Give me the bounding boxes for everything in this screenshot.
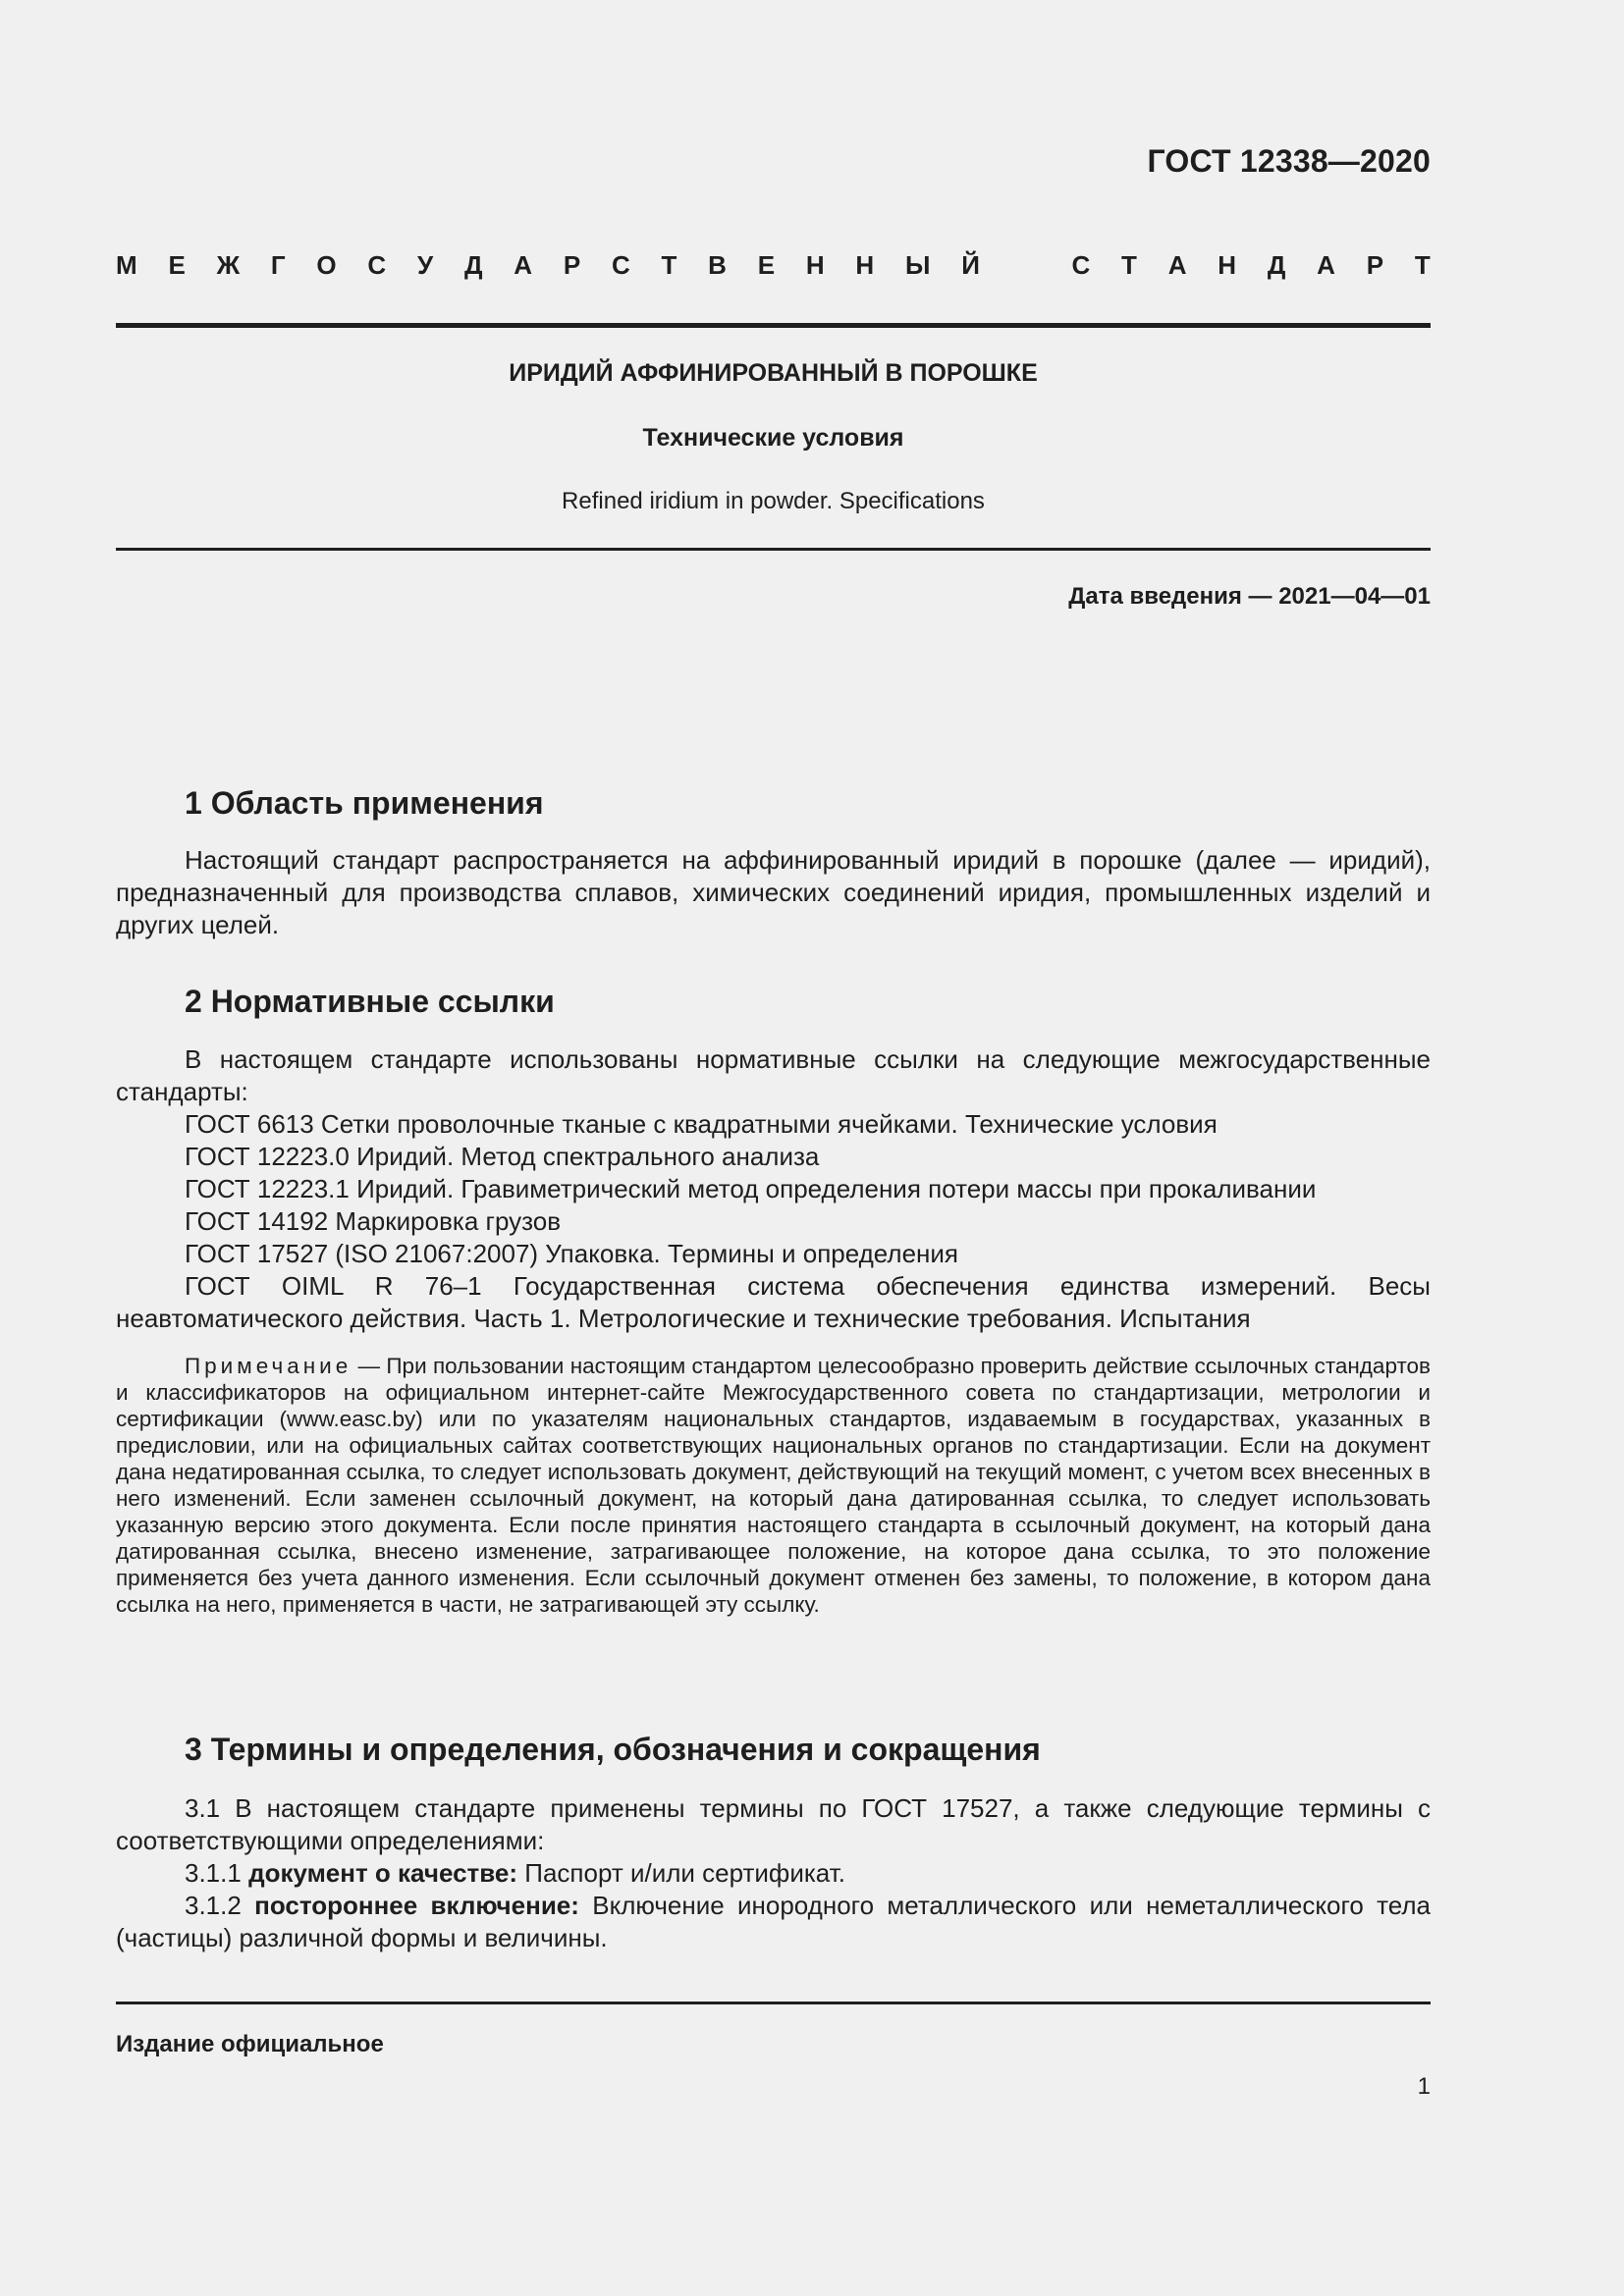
banner-letter: М [116, 250, 137, 280]
banner-letter: С [1071, 250, 1091, 280]
banner-letter: Р [1366, 250, 1384, 280]
banner-letter: Д [463, 250, 483, 280]
banner-letter: Р [563, 250, 581, 280]
page-number: 1 [1417, 2073, 1431, 2100]
banner-letter: Т [1121, 250, 1137, 280]
banner-letter: С [367, 250, 387, 280]
definition-item [116, 1890, 1431, 1954]
definition-text: Включение инородного металлического или неметаллического тела (частицы) различной формы и величины. [116, 1891, 1431, 1952]
banner-letter: С [611, 250, 630, 280]
title-rule [116, 548, 1431, 551]
banner-letter: А [1317, 250, 1335, 280]
document-subtitle: Технические условия [642, 424, 904, 452]
banner-letter: Ж [216, 250, 241, 280]
references-note [116, 1353, 1431, 1618]
banner-letter: Н [855, 250, 875, 280]
document-title: ИРИДИЙ АФФИНИРОВАННЫЙ В ПОРОШКЕ [509, 359, 1038, 387]
banner-letter: Н [1218, 250, 1237, 280]
introduction-date: Дата введения — 2021—04—01 [1068, 583, 1431, 610]
banner-gap [1011, 250, 1041, 281]
banner-letter: Ы [904, 250, 931, 280]
reference-item: ГОСТ OIML R 76–1 Государственная система обеспечения единства измерений. Весы неавтоматического действия. Часть 1. Метрологические и технические требования. Испытания [116, 1271, 1431, 1333]
reference-item: ГОСТ 14192 Маркировка грузов [185, 1206, 562, 1236]
banner-letter: Й [961, 250, 980, 280]
definition-number: 3.1.1 [185, 1858, 249, 1888]
definition-text: Паспорт и/или сертификат. [517, 1858, 845, 1888]
banner-letter: Д [1267, 250, 1286, 280]
standard-type-banner [116, 250, 1431, 281]
section-3-intro: 3.1 В настоящем стандарте применены термины по ГОСТ 17527, а также следующие термины с соответствующими определениями: [116, 1793, 1431, 1855]
normative-references-list [116, 1108, 1431, 1335]
section-1-text: Настоящий стандарт распространяется на аффинированный иридий в порошке (далее — иридий), предназначенный для производства сплавов, химических соединений иридия, промышленных изделий и других целей. [116, 845, 1431, 939]
section-2-intro: В настоящем стандарте использованы нормативные ссылки на следующие межгосударственные стандарты: [116, 1044, 1431, 1106]
reference-item: ГОСТ 6613 Сетки проволочные тканые с квадратными ячейками. Технические условия [185, 1109, 1218, 1139]
note-text: — При пользовании настоящим стандартом целесообразно проверить действие ссылочных стандартов и классификаторов на официальном интернет-сайте Межгосударственного совета по стандартизации, метрологии и сертификации (www.easc.by) или по указателям национальных стандартов, издаваемым в государствах, указанных в предисловии, или на официальных сайтах соответствующих национальных органов по стандартизации. Если на документ дана недатированная ссылка, то следует использовать документ, действующий на текущий момент, с учетом всех внесенных в него изменений. Если заменен ссылочный документ, на который дана датированная ссылка, то следует использовать указанную версию этого документа. Если после принятия настоящего стандарта в ссылочный документ, на который дана датированная ссылка, внесено изменение, затрагивающее положение, на которое дана ссылка, то это положение применяется без учета данного изменения. Если ссылочный документ отменен без замены, то положение, в котором дана ссылка на него, применяется в части, не затрагивающей эту ссылку. [116, 1354, 1431, 1617]
banner-letter: У [416, 250, 434, 280]
banner-letter: Г [270, 250, 286, 280]
reference-item: ГОСТ 12223.0 Иридий. Метод спектрального анализа [185, 1142, 820, 1171]
banner-letter: А [514, 250, 533, 280]
banner-letter: О [316, 250, 337, 280]
definition-number: 3.1.2 [185, 1891, 255, 1920]
banner-letter: А [1167, 250, 1187, 280]
section-3-heading: 3 Термины и определения, обозначения и сокращения [185, 1732, 1041, 1767]
official-edition-label: Издание официальное [116, 2031, 384, 2057]
banner-letter: Е [757, 250, 776, 280]
note-label: Примечание [185, 1354, 352, 1378]
banner-letter: В [708, 250, 727, 280]
definition-term: документ о качестве: [248, 1858, 518, 1888]
footer-rule [116, 2002, 1431, 2004]
banner-letter: Т [661, 250, 677, 280]
document-id: ГОСТ 12338—2020 [1147, 143, 1431, 179]
reference-item: ГОСТ 17527 (ISO 21067:2007) Упаковка. Термины и определения [185, 1239, 958, 1268]
section-2-heading: 2 Нормативные ссылки [185, 984, 555, 1019]
header-rule [116, 323, 1431, 328]
banner-letter: Е [168, 250, 186, 280]
banner-letter: Н [805, 250, 825, 280]
banner-letter: Т [1414, 250, 1431, 280]
reference-item: ГОСТ 12223.1 Иридий. Гравиметрический метод определения потери массы при прокаливании [185, 1174, 1317, 1203]
definition-term: постороннее включение: [254, 1891, 579, 1920]
section-1-heading: 1 Область применения [185, 785, 544, 821]
document-title-english: Refined iridium in powder. Specifications [562, 488, 985, 514]
definition-item [116, 1857, 1431, 1890]
